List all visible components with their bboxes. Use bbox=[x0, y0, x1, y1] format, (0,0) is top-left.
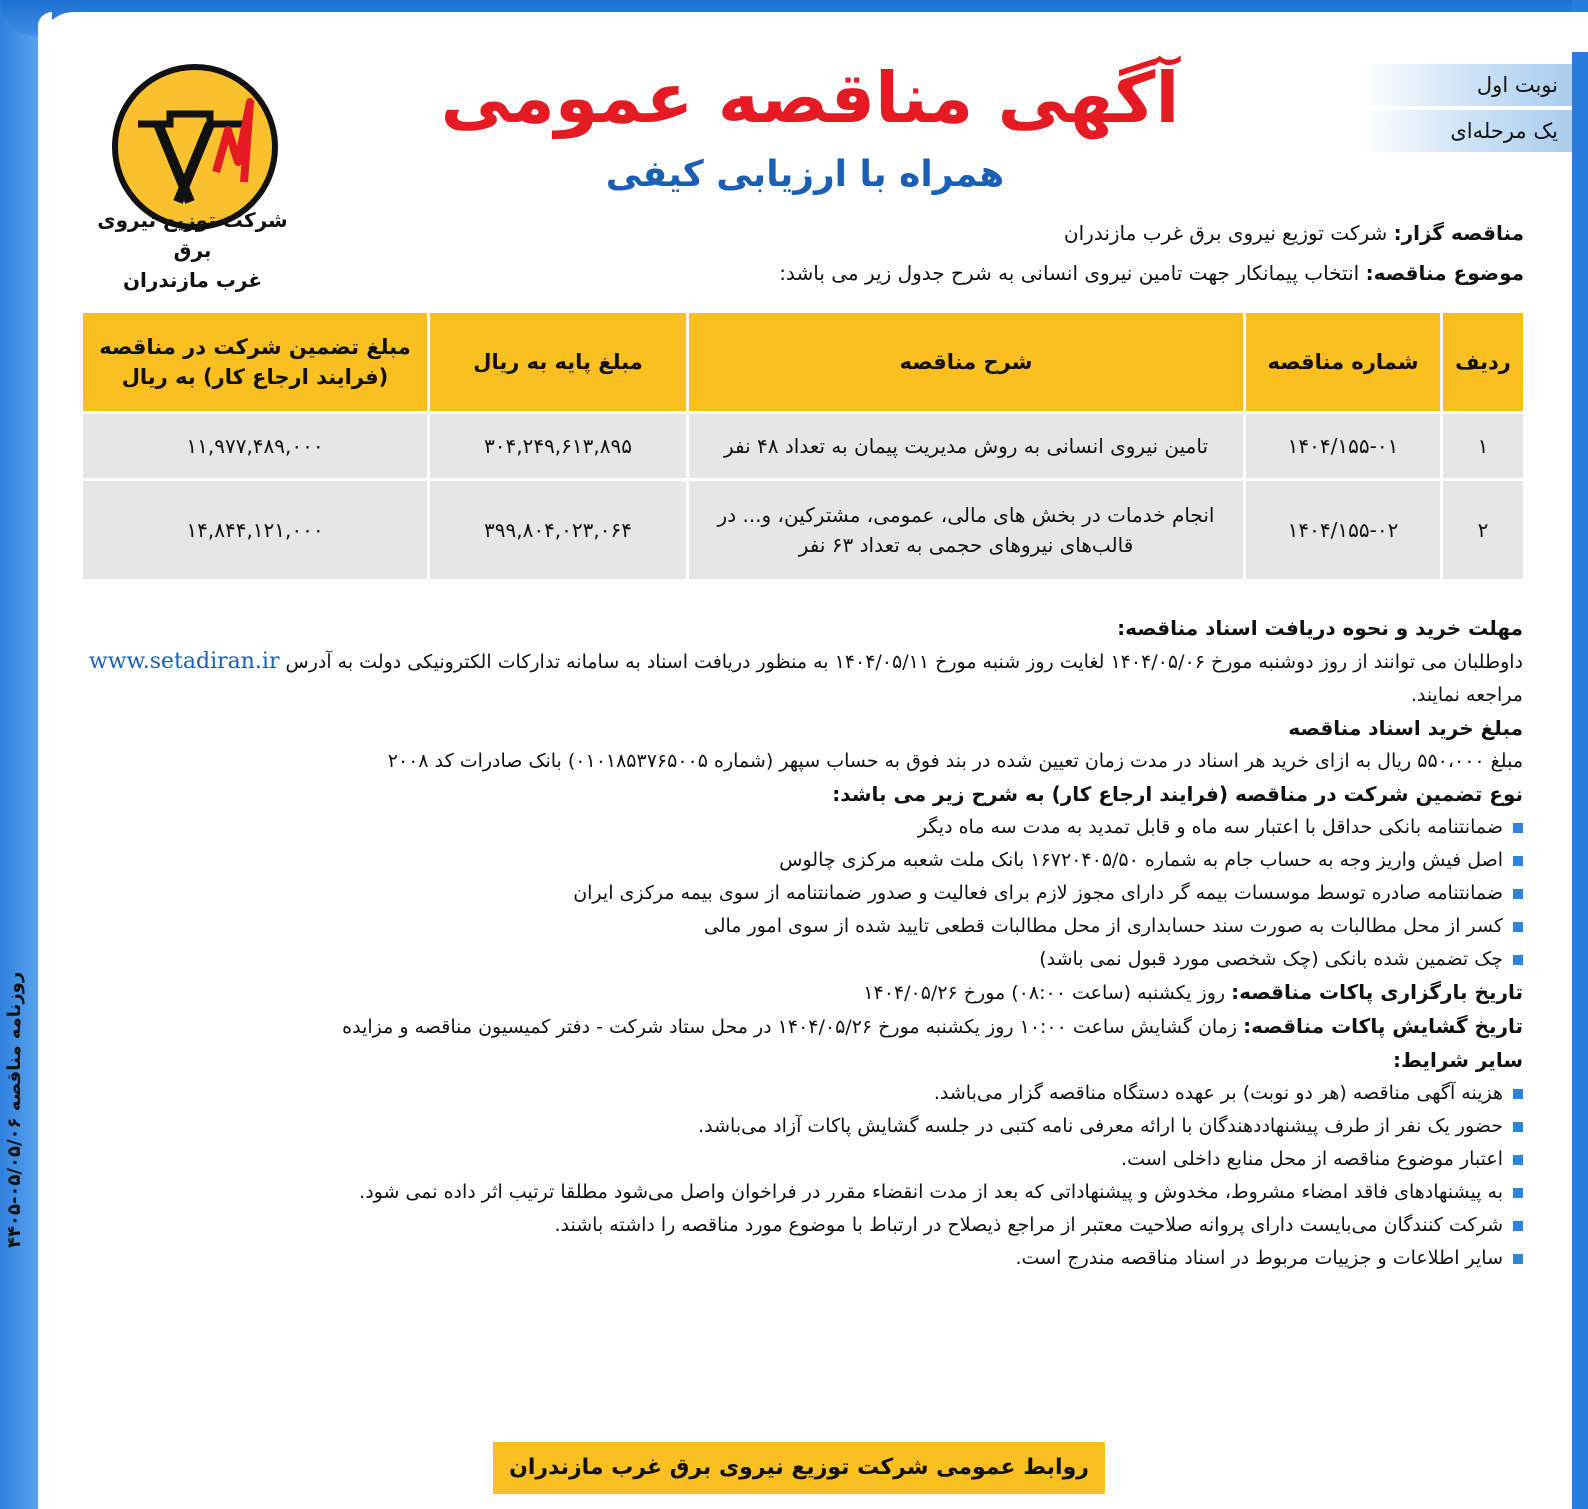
col-guarantee-amount: مبلغ تضمین شرکت در مناقصه (فرایند ارجاع کار) به ریال bbox=[83, 313, 427, 411]
list-item: چک تضمین شده بانکی (چک شخصی مورد قبول نمی باشد) bbox=[80, 943, 1523, 976]
col-row-number: ردیف bbox=[1443, 313, 1523, 411]
company-name-line2: غرب مازندران bbox=[122, 268, 263, 292]
table-row bbox=[83, 414, 1523, 478]
purchase-section bbox=[80, 612, 1523, 1275]
cell-base-amount: ۳۰۴,۲۴۹,۶۱۳,۸۹۵ bbox=[430, 414, 686, 478]
list-item: سایر اطلاعات و جزییات مربوط در اسناد مناقصه مندرج است. bbox=[80, 1242, 1523, 1275]
subject-label: موضوع مناقصه: bbox=[1365, 261, 1524, 285]
organizer-value: شرکت توزیع نیروی برق غرب مازندران bbox=[1063, 221, 1394, 245]
cell-description: تامین نیروی انسانی به روش مدیریت پیمان به تعداد ۴۸ نفر bbox=[689, 414, 1243, 478]
open-date-label: تاریخ گشایش پاکات مناقصه: bbox=[1243, 1014, 1523, 1038]
list-item: کسر از محل مطالبات به صورت سند حسابداری از محل مطالبات قطعی تایید شده از سوی امور مالی bbox=[80, 910, 1523, 943]
guarantee-heading: نوع تضمین شرکت در مناقصه (فرایند ارجاع کار) به شرح زیر می باشد: bbox=[832, 782, 1523, 806]
list-item: هزینه آگهی مناقصه (هر دو نوبت) بر عهده دستگاه مناقصه گزار می‌باشد. bbox=[80, 1077, 1523, 1110]
cell-guarantee-amount: ۱۱,۹۷۷,۴۸۹,۰۰۰ bbox=[83, 414, 427, 478]
col-base-amount: مبلغ پایه به ریال bbox=[430, 313, 686, 411]
table-row bbox=[83, 481, 1523, 579]
submit-date-value: روز یکشنبه (ساعت ۰۸:۰۰) مورخ ۱۴۰۴/۰۵/۲۶ bbox=[863, 982, 1232, 1004]
cell-row-number: ۲ bbox=[1443, 481, 1523, 579]
cell-base-amount: ۳۹۹,۸۰۴,۰۲۳,۰۶۴ bbox=[430, 481, 686, 579]
frame-top-inner bbox=[40, 12, 1588, 52]
organizer-label: مناقصه گزار: bbox=[1393, 221, 1524, 245]
cell-guarantee-amount: ۱۴,۸۴۴,۱۲۱,۰۰۰ bbox=[83, 481, 427, 579]
list-item: ضمانتنامه صادره توسط موسسات بیمه گر دارای مجوز لازم برای فعالیت و صدور ضمانتنامه از سوی بیمه مرکزی ایران bbox=[80, 877, 1523, 910]
cell-tender-number: ۱۴۰۴/۱۵۵-۰۱ bbox=[1246, 414, 1440, 478]
col-tender-number: شماره مناقصه bbox=[1246, 313, 1440, 411]
submit-date-label: تاریخ بارگزاری پاکات مناقصه: bbox=[1231, 980, 1523, 1004]
col-description: شرح مناقصه bbox=[689, 313, 1243, 411]
badge-round: نوبت اول bbox=[1362, 64, 1572, 106]
list-item: شرکت کنندگان می‌بایست دارای پروانه صلاحیت معتبر از مراجع ذیصلاح در ارتباط با موضوع مورد مناقصه را داشته باشند. bbox=[80, 1209, 1523, 1242]
company-name-line1: شرکت توزیع نیروی برق bbox=[97, 208, 288, 262]
notice-badges bbox=[1362, 64, 1572, 156]
list-item: ضمانتنامه بانکی حداقل با اعتبار سه ماه و قابل تمدید به مدت سه ماه دیگر bbox=[80, 811, 1523, 844]
subject-value: انتخاب پیمانکار جهت تامین نیروی انسانی به شرح جدول زیر می باشد: bbox=[779, 261, 1366, 285]
cell-row-number: ۱ bbox=[1443, 414, 1523, 478]
setadiran-link[interactable]: www.setadiran.ir bbox=[88, 649, 280, 674]
open-date-line bbox=[80, 1010, 1523, 1044]
frame-left-inner bbox=[38, 12, 52, 1509]
ad-title: آگهی مناقصه عمومی bbox=[440, 57, 1180, 139]
open-date-value: زمان گشایش ساعت ۱۰:۰۰ روز یکشنبه مورخ ۱۴۰۴/۰۵/۲۶ در محل ستاد شرکت - دفتر کمیسیون مناقصه و مزایده bbox=[342, 1016, 1244, 1038]
purchase-body: داوطلبان می توانند از روز دوشنبه مورخ ۱۴۰۴/۰۵/۰۶ لغایت روز شنبه مورخ ۱۴۰۴/۰۵/۱۱ به منظور دریافت اسناد به سامانه تدارکات الکترونیکی دولت به آدرس bbox=[285, 651, 1523, 673]
frame-right-border bbox=[1572, 0, 1588, 1509]
list-item: به پیشنهادهای فاقد امضاء مشروط، مخدوش و پیشنهاداتی که بعد از مدت انقضاء مقرر در فراخوان واصل می‌شود مطلقا ترتیب اثر داده نمی شود. bbox=[80, 1176, 1523, 1209]
organizer-line bbox=[1064, 218, 1524, 248]
price-text: مبلغ ۵۵۰،۰۰۰ ریال به ازای خرید هر اسناد در مدت زمان تعیین شده در بند فوق به حساب سپهر (شماره ۰۱۰۱۸۵۳۷۶۵۰۰۵) بانک صادرات کد ۲۰۰۸ bbox=[387, 750, 1523, 772]
price-heading: مبلغ خرید اسناد مناقصه bbox=[1288, 716, 1523, 740]
cell-description: انجام خدمات در بخش های مالی، عمومی، مشترکین، و... در قالب‌های نیروهای حجمی به تعداد ۶۳ نفر bbox=[689, 481, 1243, 579]
list-item: حضور یک نفر از طرف پیشنهاددهندگان با ارائه معرفی نامه کتبی در جلسه گشایش پاکات آزاد می‌باشد. bbox=[80, 1110, 1523, 1143]
subject-line bbox=[779, 258, 1524, 288]
badge-stage: یک مرحله‌ای bbox=[1362, 110, 1572, 152]
public-relations-footer: روابط عمومی شرکت توزیع نیروی برق غرب مازندران bbox=[493, 1442, 1105, 1494]
guarantee-list bbox=[80, 811, 1523, 976]
newspaper-side-label: روزنامه مناقصه ۰۵/۰۵/۰۶-۴۴۰۵ bbox=[4, 971, 25, 1249]
table-header-row bbox=[83, 313, 1523, 411]
other-conditions-heading: سایر شرایط: bbox=[1393, 1048, 1523, 1072]
purchase-text bbox=[80, 645, 1523, 712]
submit-date-line bbox=[80, 976, 1523, 1010]
tender-table bbox=[80, 310, 1526, 582]
frame-left-border bbox=[0, 0, 38, 1509]
list-item: اعتبار موضوع مناقصه از محل منابع داخلی است. bbox=[80, 1143, 1523, 1176]
other-conditions-list bbox=[80, 1077, 1523, 1275]
list-item: اصل فیش واریز وجه به حساب جام به شماره ۱۶۷۲۰۴۰۵/۵۰ بانک ملت شعبه مرکزی چالوس bbox=[80, 844, 1523, 877]
company-name bbox=[90, 205, 295, 295]
purchase-body-end: مراجعه نمایند. bbox=[1410, 684, 1523, 706]
cell-tender-number: ۱۴۰۴/۱۵۵-۰۲ bbox=[1246, 481, 1440, 579]
purchase-heading: مهلت خرید و نحوه دریافت اسناد مناقصه: bbox=[1117, 616, 1523, 640]
ad-subtitle: همراه با ارزیابی کیفی bbox=[605, 154, 1005, 195]
